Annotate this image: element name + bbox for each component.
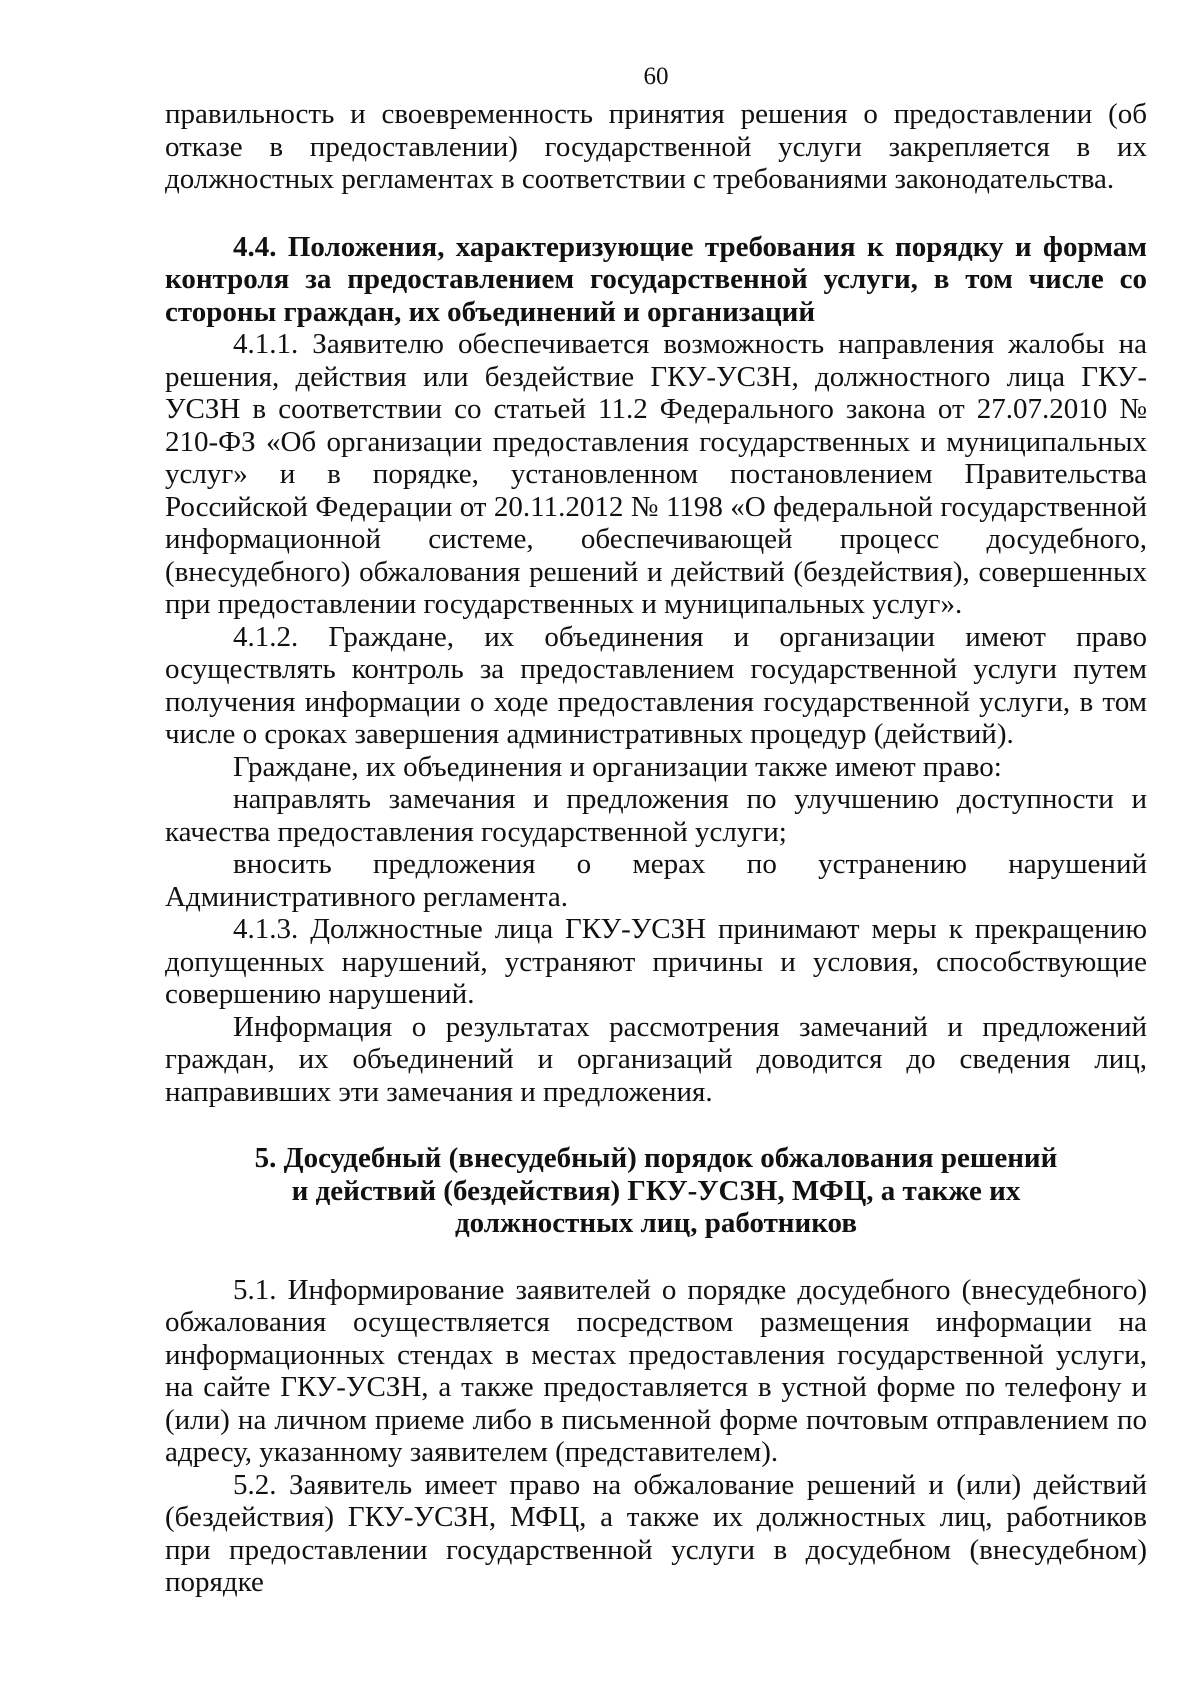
paragraph-4-1-3: 4.1.3. Должностные лица ГКУ-УСЗН принимают меры к прекращению допущенных нарушений, устраняют причины и условия, способствующие совершению нарушений. (165, 913, 1147, 1010)
section-heading-5-line-1: 5. Досудебный (внесудебный) порядок обжалования решений (254, 1142, 1058, 1174)
section-heading-5-line-2: и действий (бездействия) ГКУ-УСЗН, МФЦ, а также их (291, 1174, 1021, 1207)
page-number: 60 (643, 63, 669, 90)
paragraph-rights-item-2: вносить предложения о мерах по устранению нарушений Административного регламента. (165, 848, 1147, 913)
section-heading-5-line-3: должностных лиц, работников (455, 1207, 857, 1239)
paragraph-rights-item-1: направлять замечания и предложения по улучшению доступности и качества предоставления государственной услуги; (165, 783, 1147, 848)
paragraph-5-2: 5.2. Заявитель имеет право на обжалование решений и (или) действий (бездействия) ГКУ-УСЗН, МФЦ, а также их должностных лиц, работников при предоставлении государственной услуги в досудебном (внесудебном) порядке (165, 1468, 1147, 1598)
paragraph-continuation: правильность и своевременность принятия решения о предоставлении (об отказе в предоставлении) государственной услуги закрепляется в их должностных регламентах в соответствии с требованиями законодательства. (165, 98, 1147, 195)
paragraph-4-1-2: 4.1.2. Граждане, их объединения и организации имеют право осуществлять контроль за предоставлением государственной услуги путем получения информации о ходе предоставления государственной услуги, в том числе о сроках завершения административных процедур (действий). (165, 620, 1147, 750)
document-page (165, 62, 1147, 1599)
paragraph-4-1-1: 4.1.1. Заявителю обеспечивается возможность направления жалобы на решения, действия или бездействие ГКУ-УСЗН, должностного лица ГКУ-УСЗН в соответствии со статьей 11.2 Федерального закона от 27.07.2010 № 210-ФЗ «Об организации предоставления государственных и муниципальных услуг» и в порядке, установленном постановлением Правительства Российской Федерации от 20.11.2012 № 1198 «О федеральной государственной информационной системе, обеспечивающей процесс досудебного, (внесудебного) обжалования решений и действий (бездействия), совершенных при предоставлении государственных и муниципальных услуг». (165, 328, 1147, 620)
paragraph-results-info: Информация о результатах рассмотрения замечаний и предложений граждан, их объединений и организаций доводится до сведения лиц, направивших эти замечания и предложения. (165, 1010, 1147, 1108)
paragraph-5-1: 5.1. Информирование заявителей о порядке досудебного (внесудебного) обжалования осуществляется посредством размещения информации на информационных стендах в местах предоставления государственной услуги, на сайте ГКУ-УСЗН, а также предоставляется в устной форме по телефону и (или) на личном приеме либо в письменной форме почтовым отправлением по адресу, указанному заявителем (представителем). (165, 1273, 1147, 1468)
section-heading-4-4: 4.4. Положения, характеризующие требования к порядку и формам контроля за предоставлением государственной услуги, в том числе со стороны граждан, их объединений и организаций (165, 230, 1147, 328)
paragraph-rights-intro: Граждане, их объединения и организации также имеют право: (233, 750, 1002, 783)
section-heading-5 (165, 1142, 1147, 1240)
